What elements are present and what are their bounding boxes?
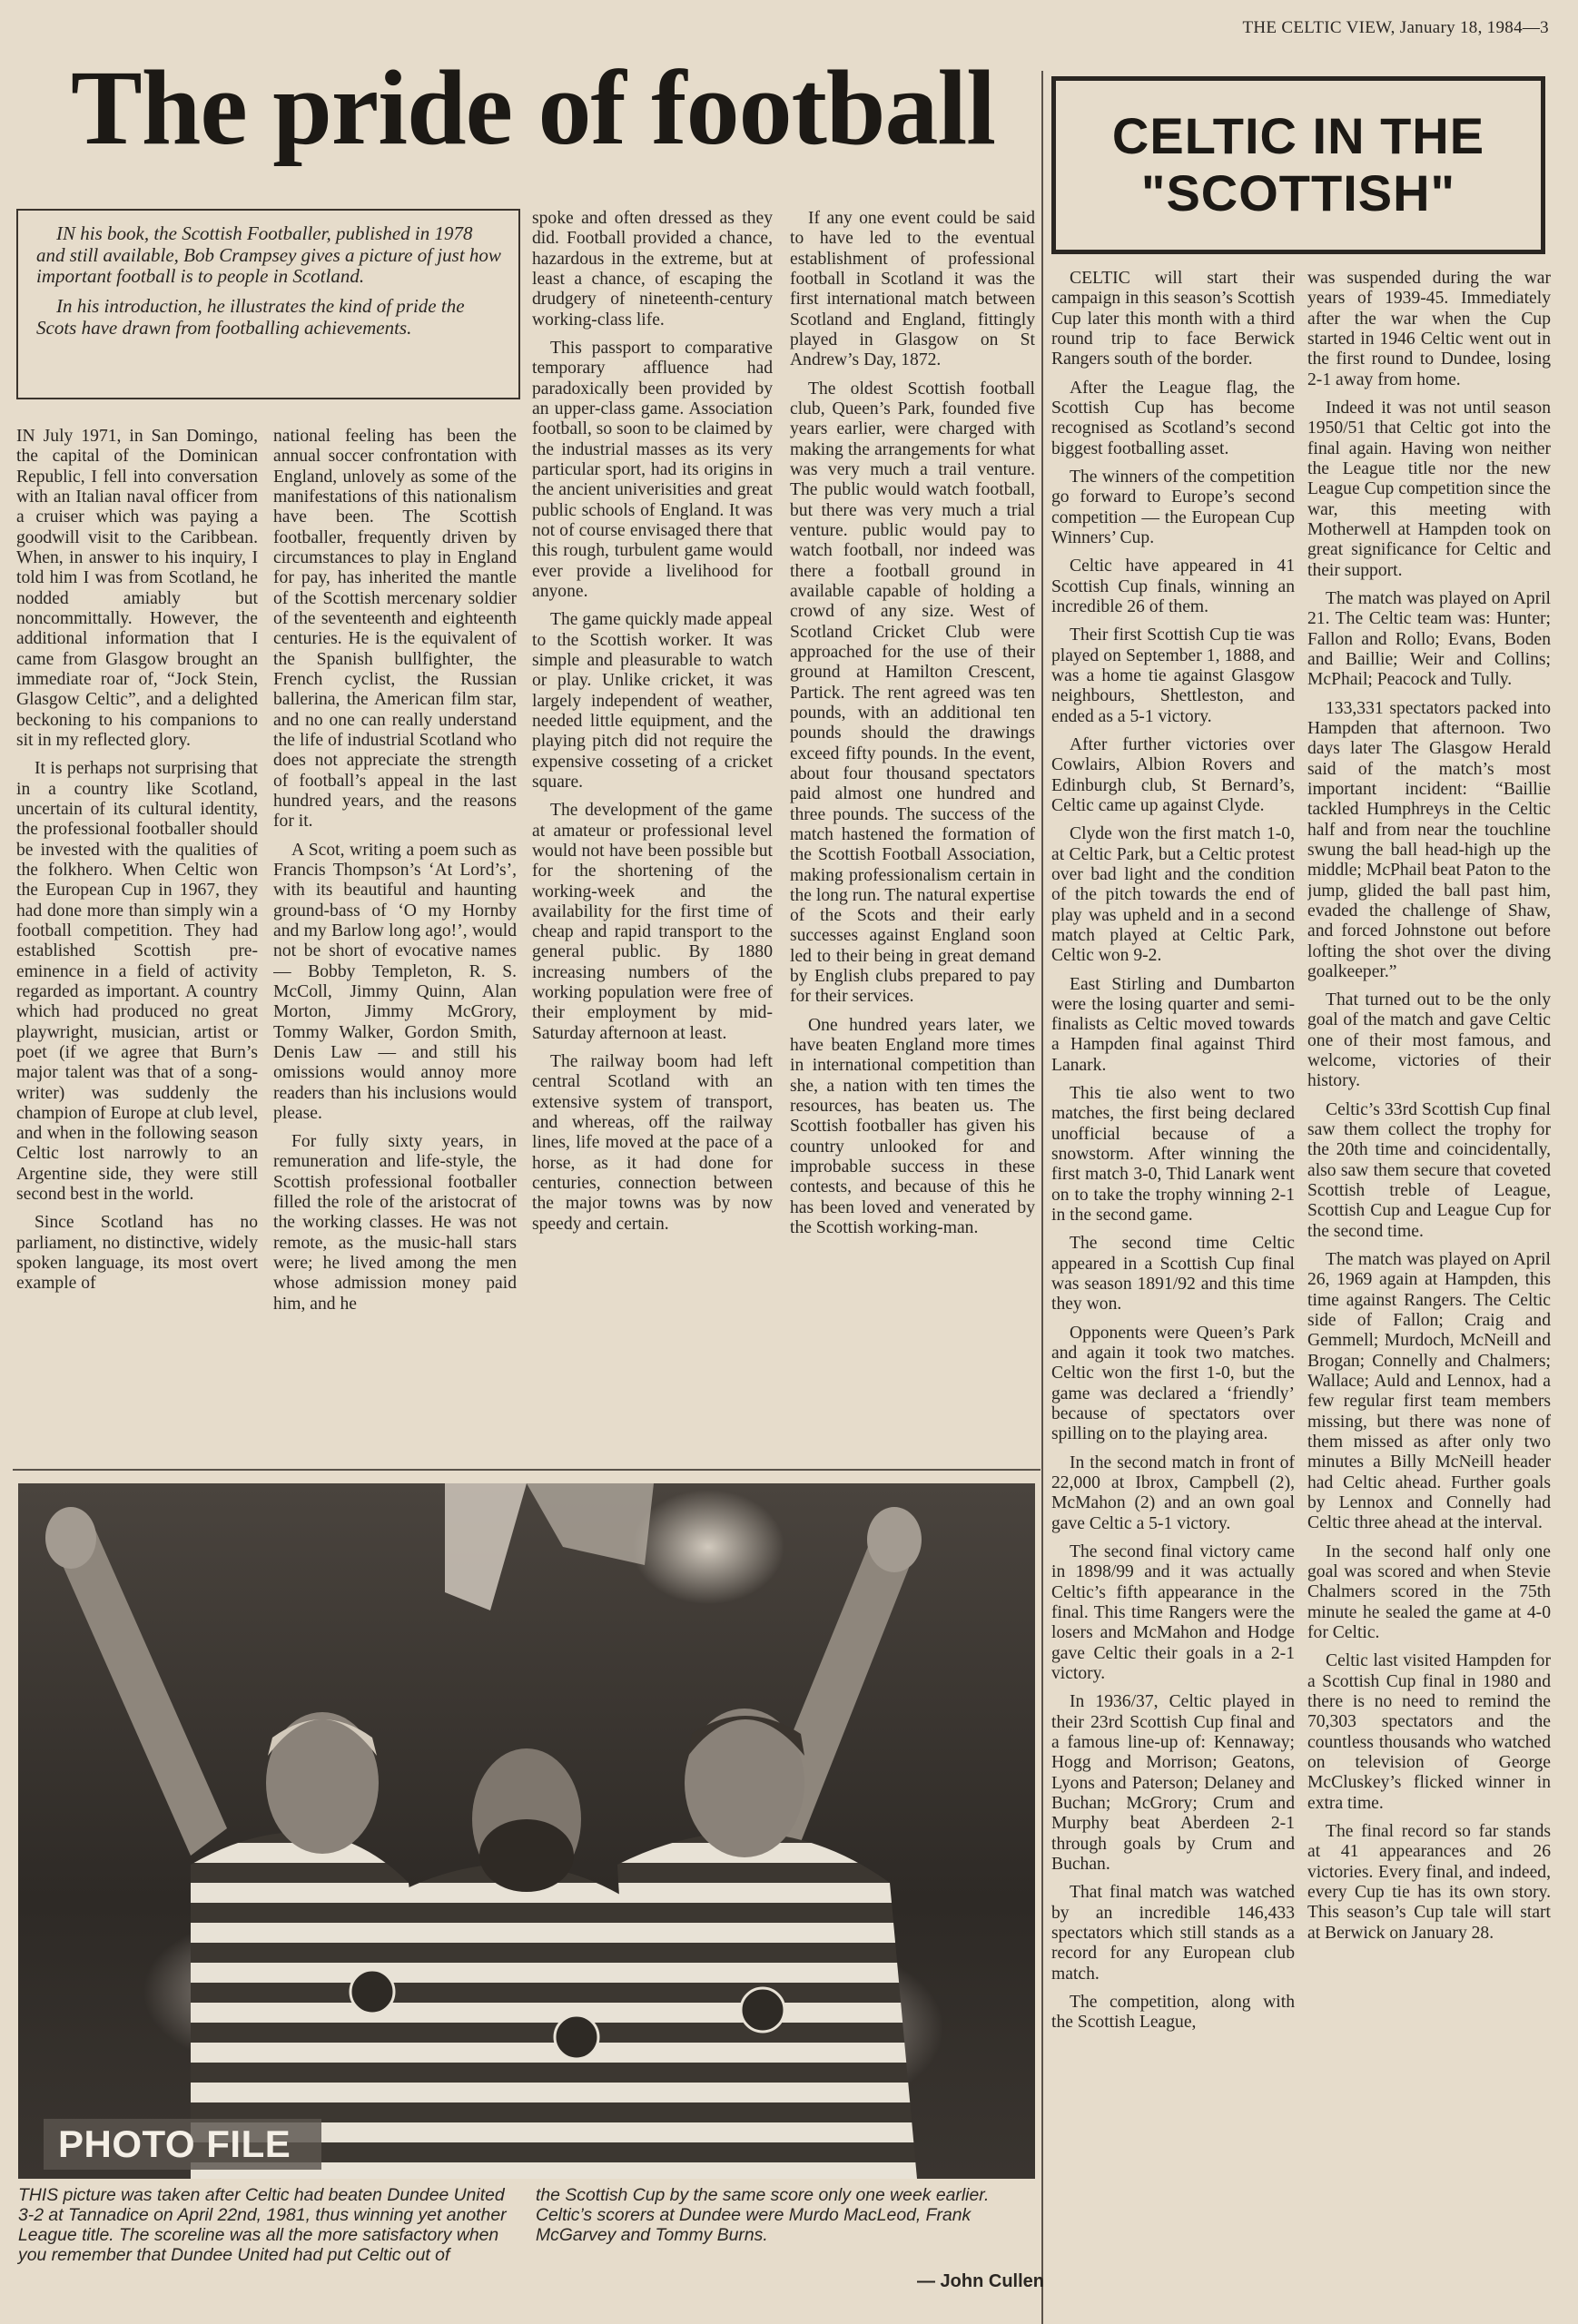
sidebar-paragraph: In the second half only one goal was scored and when Stevie Chalmers scored in the 75th minute he sealed the game at 4-0 for Celtic. (1307, 1541, 1551, 1642)
masthead-line: THE CELTIC VIEW, January 18, 1984—3 (1242, 18, 1549, 37)
sidebar-paragraph: The winners of the competition go forward to Europe’s second competition — the European Cup Winners’ Cup. (1051, 467, 1295, 547)
photo-byline: — John Cullen (917, 2271, 1044, 2291)
sidebar-paragraph: The final record so far stands at 41 appearances and 26 victories. Every final, and indeed, every Cup tie has its own story. This season’s Cup tale will start at Berwick on January 28. (1307, 1821, 1551, 1943)
intro-paragraph-2: In his introduction, he illustrates the kind of pride the Scots have drawn from footballing achievements. (36, 295, 465, 339)
sidebar-paragraph: was suspended during the war years of 1939-45. Immediately after the war when the Cup started in 1946 Celtic went out in the first round to Dundee, losing 2-1 away from home. (1307, 269, 1551, 389)
sidebar-title-line2: "SCOTTISH" (1140, 164, 1456, 222)
article-paragraph: One hundred years later, we have beaten England more times in international competition than she, a nation with ten times the resources, has beaten us. The Scottish footballer has given his country unlooked for and improbable success in these contests, and because of this he has been loved and venerated by the Scottish working-man. (790, 1015, 1035, 1238)
article-paragraph: A Scot, writing a poem such as Francis Thompson’s ‘At Lord’s’, with its beautiful and haunting ground-bass of ‘O my Hornby and my Barlow long ago!’, would not be short of evocative names — Bobby Templeton, R. S. McColl, Jimmy Quinn, Alan Morton, Jimmy McGrory, Tommy Walker, Gordon Smith, Denis Law — and still his omissions would annoy more readers than his inclusions would please. (273, 840, 517, 1123)
column-divider-main (1041, 71, 1043, 2324)
sidebar-paragraph: This tie also went to two matches, the first being declared unofficial because of a snowstorm. After winning the first match 3-0, Thid Lanark went on to take the trophy winning 2-1 in the second game. (1051, 1084, 1295, 1226)
sidebar-paragraph: Opponents were Queen’s Park and again it took two matches. Celtic won the first 1-0, but the game was declared a ‘friendly’ because of spectators over spilling on to the playing area. (1051, 1323, 1295, 1444)
sidebar-paragraph: CELTIC will start their campaign in this season’s Scottish Cup later this month with a third round trip to face Berwick Rangers south of the border. (1051, 269, 1295, 369)
photo-divider (13, 1469, 1040, 1471)
sidebar-paragraph: Celtic’s 33rd Scottish Cup final saw them collect the trophy for the 20th time and coincidentally, also saw them secure that coveted Scottish treble of League, Scottish Cup and League Cup for the second time. (1307, 1099, 1551, 1241)
sidebar-paragraph: East Stirling and Dumbarton were the losing quarter and semi-finalists as Celtic moved towards a Hampden final against Third Lanark. (1051, 974, 1295, 1075)
article-column-3 (532, 209, 773, 1462)
sidebar-paragraph: Indeed it was not until season 1950/51 that Celtic got into the final again. Having won neither the League title nor the new League Cup competition since the war, this meeting with Motherwell at Hampden took on great significance for Celtic and their support. (1307, 398, 1551, 580)
article-paragraph: IN July 1971, in San Domingo, the capital of the Dominican Republic, I fell into conversation with an Italian naval officer from a cruiser which was paying a goodwill visit to the Caribbean. When, in answer to his inquiry, I told him I was from Scotland, he nodded amiably but noncommittally. However, the additional information that I came from Glasgow brought an immediate roar of, “Jock Stein, Glasgow Celtic”, and a delighted beckoning to his companions to sit in my reflected glory. (16, 427, 258, 750)
sidebar-paragraph: That final match was watched by an incredible 146,433 spectators which still stands as a record for any European club match. (1051, 1883, 1295, 1984)
sidebar-column-2 (1307, 269, 1551, 2320)
sidebar-paragraph: Celtic last visited Hampden for a Scottish Cup final in 1980 and there is no need to remind the 70,303 spectators and the countless thousands who watched on television of George McCluskey’s flicked winner in extra time. (1307, 1651, 1551, 1813)
article-paragraph: The oldest Scottish football club, Queen’s Park, founded five years earlier, were charged with making the arrangements for what was very much a trail venture. The public would watch football, but there was very much a trial venture. public would pay to watch football, nor indeed was there a football ground in available capable of holding a crowd of any size. West of Scotland Cricket Club were approached for the use of their ground at Hamilton Crescent, Partick. The rent agreed was ten pounds, with an additional ten pounds should the drawings exceed fifty pounds. In the event, about four thousand spectators paid almost one hundred and three pounds. The success of the match hastened the formation of the Scottish Football Association, making professionalism certain in the long run. The natural expertise of the Scots and their early successes against England soon led to their being in great demand by English clubs prepared to pay for their services. (790, 379, 1035, 1007)
article-column-1 (16, 427, 258, 1462)
sidebar-paragraph: Celtic have appeared in 41 Scottish Cup finals, winning an incredible 26 of them. (1051, 556, 1295, 616)
team-celebration-photo (18, 1483, 1035, 2179)
sidebar-paragraph: Their first Scottish Cup tie was played on September 1, 1888, and was a home tie against Glasgow neighbours, Shettleston, and ended as a 5-1 victory. (1051, 625, 1295, 726)
sidebar-paragraph: In the second match in front of 22,000 at Ibrox, Campbell (2), McMahon (2) and an own goal gave Celtic a 5-1 victory. (1051, 1452, 1295, 1533)
intro-box (16, 209, 520, 399)
sidebar-paragraph: 133,331 spectators packed into Hampden that afternoon. Two days later The Glasgow Herald said of the match’s most important incident: “Baillie tackled Humphreys in the Celtic half and from near the touchline swung the ball head-high up the middle; McPhail beat Paton to the jump, glided the ball past him, evaded the challenge of Shaw, and forced Johnstone out before lofting the shot over the diving goalkeeper.” (1307, 698, 1551, 981)
sidebar-paragraph: The match was played on April 26, 1969 again at Hampden, this time against Rangers. The Celtic side of Fallon; Craig and Gemmell; Murdoch, McNeill and Brogan; Connelly and Chalmers; Wallace; Auld and Lennox, had a few regular first team members missing, but there was none of them missed as after only two minutes a Billy McNeill header had Celtic ahead. Further goals by Lennox and Connelly had Celtic three ahead at the interval. (1307, 1250, 1551, 1533)
sidebar-paragraph: The second time Celtic appeared in a Scottish Cup final was season 1891/92 and this time they won. (1051, 1234, 1295, 1315)
article-paragraph: For fully sixty years, in remuneration and life-style, the Scottish professional footballer filled the role of the aristocrat of the working classes. He was not remote, as the music-hall stars were; he lived among the men whose admission money paid him, and he (273, 1132, 517, 1314)
sidebar-paragraph: The match was played on April 21. The Celtic team was: Hunter; Fallon and Rollo; Evans, Boden and Baillie; Weir and Collins; McPhail; Peacock and Tully. (1307, 588, 1551, 690)
article-paragraph: spoke and often dressed as they did. Football provided a chance, hazardous in the extreme, but at least a chance, of escaping the drudgery of nineteenth-century working-class life. (532, 209, 773, 330)
sidebar-paragraph: That turned out to be the only goal of the match and gave Celtic one of their most famous, and welcome, victories of their history. (1307, 990, 1551, 1091)
article-column-4 (790, 209, 1035, 1462)
sidebar-title-box (1051, 76, 1545, 254)
sidebar-paragraph: After further victories over Cowlairs, Albion Rovers and Edinburgh club, St Bernard’s, Celtic came up against Clyde. (1051, 734, 1295, 815)
sidebar-paragraph: After the League flag, the Scottish Cup has become recognised as Scotland’s second biggest footballing asset. (1051, 378, 1295, 458)
photo-file-label: PHOTO FILE (44, 2119, 321, 2170)
photo-caption-right: the Scottish Cup by the same score only one week earlier. Celtic’s scorers at Dundee were Murdo MacLeod, Frank McGarvey and Tommy Burns. (536, 2185, 990, 2245)
photo-caption-left: THIS picture was taken after Celtic had beaten Dundee United 3-2 at Tannadice on April 22nd, 1981, thus winning yet another League title. The scoreline was all the more satisfactory when you remember that Dundee United had put Celtic out of (18, 2185, 507, 2265)
article-column-2 (273, 427, 517, 1462)
sidebar-column-1 (1051, 269, 1295, 2320)
sidebar-title-line1: CELTIC IN THE (1111, 107, 1485, 165)
sidebar-paragraph: In 1936/37, Celtic played in their 23rd Scottish Cup final and a famous line-up of: Kennaway; Hogg and Morrison; Geatons, Lyons and Paterson; Delaney and Buchan; McGrory; Crum and Murphy beat Aberdeen 2-1 through goals by Crum and Buchan. (1051, 1692, 1295, 1874)
article-paragraph: The development of the game at amateur or professional level would not have been possible but for the shortening of the working-week and the availability for the first time of cheap and rapid transport to the general public. By 1880 increasing numbers of the working population were free of their employment by mid-Saturday afternoon at least. (532, 801, 773, 1043)
sidebar-paragraph: The competition, along with the Scottish League, (1051, 1992, 1295, 2033)
article-paragraph: The railway boom had left central Scotland with an extensive system of transport, and whereas, off the railway lines, life moved at the pace of a horse, as it had done for centuries, connection between the major towns was by now speedy and certain. (532, 1052, 773, 1234)
article-paragraph: If any one event could be said to have led to the eventual establishment of professional football in Scotland it was the first international match between Scotland and England, fittingly played in Glasgow on St Andrew’s Day, 1872. (790, 209, 1035, 370)
article-paragraph: This passport to comparative temporary affluence had paradoxically been provided by an upper-class game. Association football, so soon to be claimed by the industrial masses as its very particular sport, had its origins in the ancient univerisities and great public schools of England. It was not of course envisaged there that this rough, turbulent game would ever provide a livelihood for anyone. (532, 338, 773, 601)
article-paragraph: Since Scotland has no parliament, no distinctive, widely spoken language, its most overt example of (16, 1213, 258, 1294)
page-headline: The pride of football (71, 48, 996, 167)
sidebar-paragraph: The second final victory came in 1898/99 and it was actually Celtic’s fifth appearance in the final. This time Rangers were the losers and McMahon and Hodge gave Celtic their goals in a 2-1 victory. (1051, 1542, 1295, 1683)
article-paragraph: It is perhaps not surprising that in a country like Scotland, uncertain of its cultural identity, the professional footballer should be invested with the qualities of the folkhero. When Celtic won the European Cup in 1967, they had done more than simply win a football competition. They had established Scottish pre-eminence in a field of activity regarded as important. A country which had produced no great playwright, musician, artist or poet (if we agree that Burn’s major talent was that of a song-writer) was suddenly the champion of Europe at club level, and when in the following season Celtic lost narrowly to an Argentine side, they were still second best in the world. (16, 759, 258, 1205)
article-paragraph: The game quickly made appeal to the Scottish worker. It was simple and pleasurable to watch or play. Unlike cricket, it was largely independent of weather, needed little equipment, and the playing pitch did not require the expensive cosseting of a cricket square. (532, 610, 773, 792)
intro-paragraph-1: IN his book, the Scottish Footballer, published in 1978 and still available, Bob Crampsey gives a picture of just how important football is to people in Scotland. (36, 222, 501, 288)
article-paragraph: national feeling has been the annual soccer confrontation with England, unlovely as some of the manifestations of this nationalism have been. The Scottish footballer, frequently driven by circumstances to play in England for pay, has inherited the mantle of the Scottish mercenary soldier of the seventeenth and eighteenth centuries. He is the equivalent of the Spanish bullfighter, the French cyclist, the Russian ballerina, the American film star, and no one can really understand the life of industrial Scotland who does not appreciate the strength of football’s appeal in the last hundred years, and the reasons for it. (273, 427, 517, 832)
photo-illustration (18, 1483, 1035, 2179)
sidebar-paragraph: Clyde won the first match 1-0, at Celtic Park, but a Celtic protest over bad light and the condition of the pitch towards the end of play was upheld and in a second match played at Celtic Park, Celtic won 9-2. (1051, 824, 1295, 966)
